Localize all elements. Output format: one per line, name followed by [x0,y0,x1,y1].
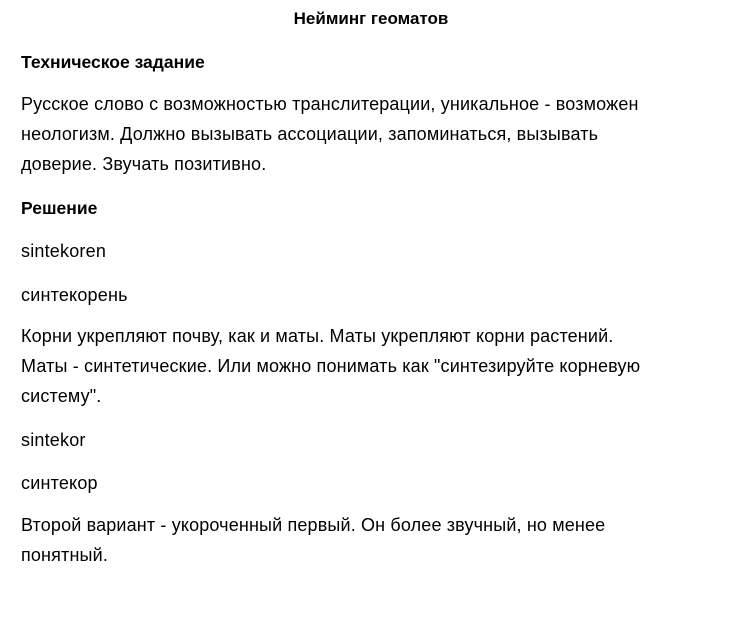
option1-description-line-3: систему". [21,386,102,406]
option2-latin: sintekor [21,430,86,450]
option1-description [21,321,711,411]
option1-latin: sintekoren [21,241,107,261]
option2-description [21,510,711,570]
task-line-2: неологизм. Должно вызывать ассоциации, запоминаться, вызывать [21,124,599,144]
option1-cyrillic: синтекорень [21,285,128,305]
option1-description-line-2: Маты - синтетические. Или можно понимать как "синтезируйте корневую [21,356,641,376]
option2-description-line-2: понятный. [21,545,108,565]
task-line-3: доверие. Звучать позитивно. [21,154,267,174]
document-title: Нейминг геоматов [293,9,449,28]
solution-heading: Решение [21,198,98,218]
option2-cyrillic: синтекор [21,473,98,493]
task-line-1: Русское слово с возможностью транслитерации, уникальное - возможен [21,94,639,114]
option1-description-line-1: Корни укрепляют почву, как и маты. Маты укрепляют корни растений. [21,326,614,346]
option2-description-line-1: Второй вариант - укороченный первый. Он более звучный, но менее [21,515,606,535]
task-heading: Техническое задание [21,52,205,72]
task-paragraph [21,89,711,179]
